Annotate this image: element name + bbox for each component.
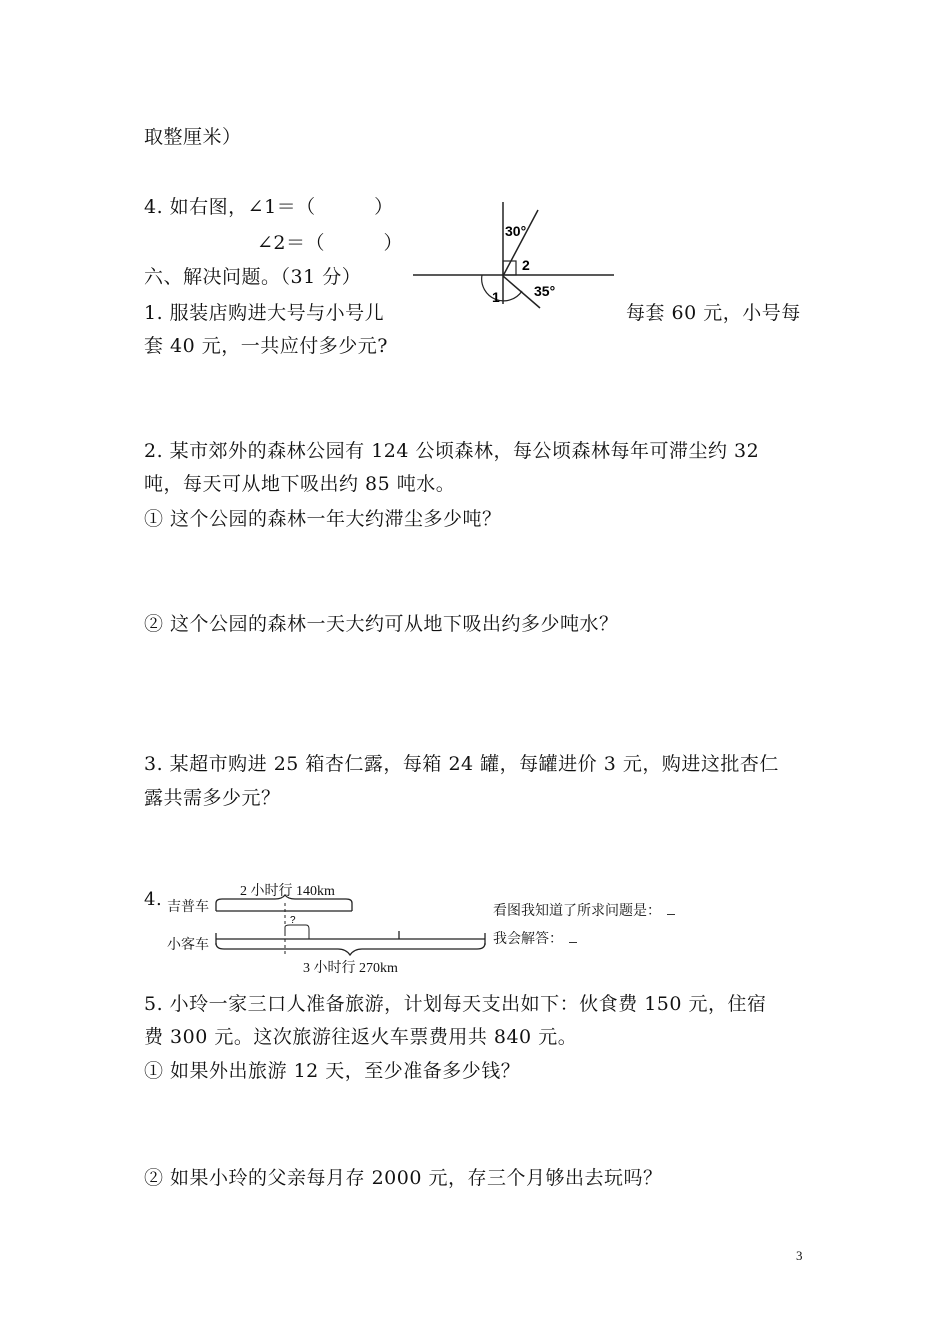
problem-2-line1: 2. 某市郊外的森林公园有 124 公顷森林，每公顷森林每年可滞尘约 32 — [144, 440, 760, 462]
problem-5-line1: 5. 小玲一家三口人准备旅游，计划每天支出如下：伙食费 150 元，住宿 — [144, 993, 767, 1015]
question-mark: ? — [290, 915, 296, 926]
figure-ray-30 — [503, 210, 538, 276]
problem-1-line2: 套 40 元，一共应付多少元? — [144, 335, 388, 357]
jeep-label: 吉普车 — [167, 900, 209, 915]
question-4-angle2: ∠2＝（ ） — [257, 232, 404, 254]
car-info: 3 小时行 270km — [303, 961, 398, 976]
problem-2-line2: 吨，每天可从地下吸出约 85 吨水。 — [144, 473, 456, 495]
car-brace — [216, 943, 485, 955]
question-bracket — [285, 925, 309, 939]
problem-1-end: 每套 60 元，小号每 — [626, 302, 801, 324]
line-segment-diagram — [210, 893, 495, 958]
problem-3-line2: 露共需多少元？ — [144, 787, 281, 809]
section-6-heading: 六、解决问题。（31 分） — [144, 266, 362, 288]
jeep-info: 2 小时行 140km — [240, 884, 335, 899]
problem-1-start: 1. 服装店购进大号与小号儿 — [144, 302, 385, 324]
car-label: 小客车 — [167, 938, 209, 953]
answer-blank-2[interactable] — [569, 930, 577, 943]
label-30-deg: 30° — [505, 223, 527, 239]
answer-blank-1[interactable] — [667, 902, 675, 915]
problem-5-sub1: ① 如果外出旅游 12 天，至少准备多少钱？ — [144, 1060, 521, 1082]
label-1: 1 — [492, 289, 500, 305]
label-35-deg: 35° — [534, 283, 556, 299]
question-4-angle1: 4. 如右图，∠1＝（ ） — [144, 196, 394, 218]
line-continuation: 取整厘米） — [144, 126, 242, 148]
problem-5-sub2: ② 如果小玲的父亲每月存 2000 元，存三个月够出去玩吗？ — [144, 1167, 663, 1189]
prompt-question-text: 看图我知道了所求问题是： — [493, 904, 661, 919]
problem-3-line1: 3. 某超市购进 25 箱杏仁露，每箱 24 罐，每罐进价 3 元，购进这批杏仁 — [144, 753, 779, 775]
prompt-question — [493, 900, 675, 920]
jeep-brace — [216, 895, 352, 911]
label-2: 2 — [522, 257, 530, 273]
problem-2-sub2: ② 这个公园的森林一天大约可从地下吸出约多少吨水？ — [144, 613, 619, 635]
page-number: 3 — [796, 1248, 803, 1263]
problem-4-number: 4. — [144, 889, 163, 910]
prompt-answer-text: 我会解答： — [493, 932, 563, 947]
problem-5-line2: 费 300 元。这次旅游往返火车票费用共 840 元。 — [144, 1026, 578, 1048]
angle-figure — [410, 198, 620, 310]
problem-2-sub1: ① 这个公园的森林一年大约滞尘多少吨？ — [144, 508, 502, 530]
prompt-answer — [493, 928, 577, 948]
